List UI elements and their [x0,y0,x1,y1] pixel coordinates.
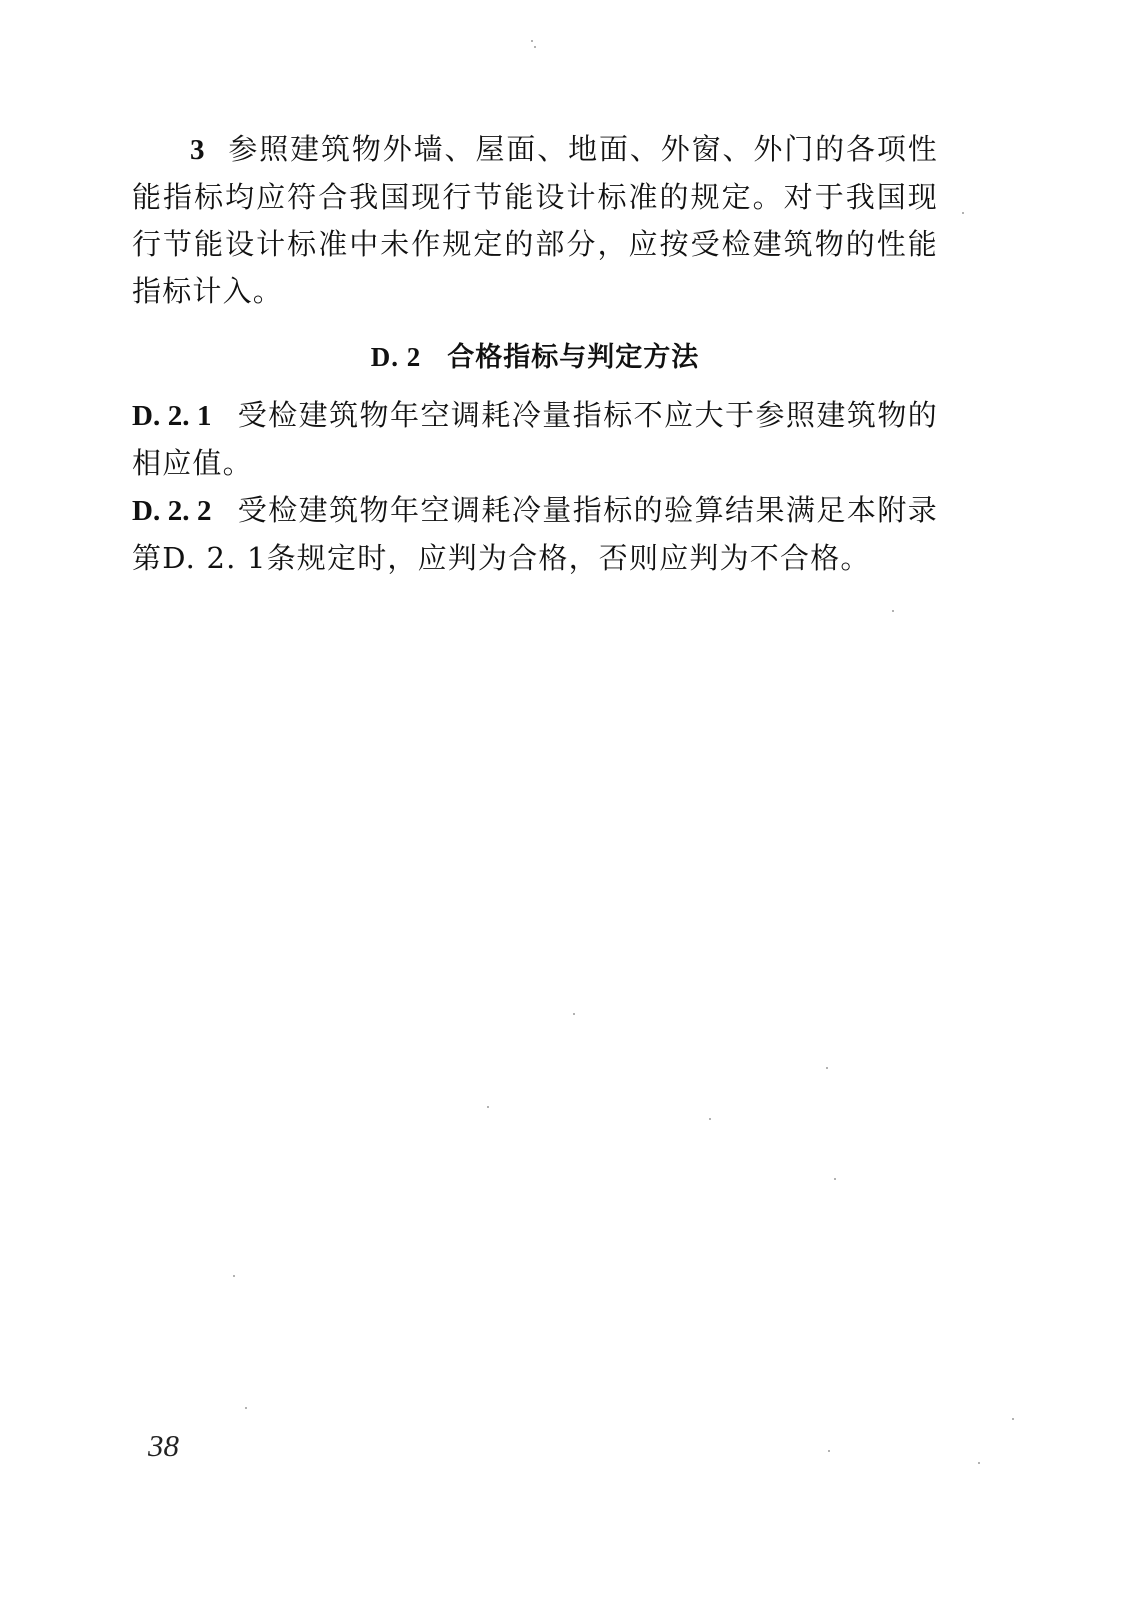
scan-speck [826,1067,828,1069]
item-number: 3 [190,134,206,166]
clause-text: 受检建筑物年空调耗冷量指标不应大于参照建筑物的相应值。 [132,398,938,480]
clause-text: 受检建筑物年空调耗冷量指标的验算结果满足本附录第D. 2. 1条规定时，应判为合格，否则应判为不合格。 [132,493,938,575]
scan-speck [978,1462,980,1464]
scan-speck [709,1118,711,1120]
scan-speck [834,1178,836,1180]
scan-speck [531,40,533,42]
clause-number: D. 2. 1 [132,400,212,432]
scan-speck [573,1013,575,1015]
item-text: 参照建筑物外墙、屋面、地面、外窗、外门的各项性能指标均应符合我国现行节能设计标准的规定。对于我国现行节能设计标准中未作规定的部分，应按受检建筑物的性能指标计入。 [132,132,938,308]
section-number: D. 2 [370,342,422,372]
scan-speck [892,610,894,612]
scan-speck [828,1450,830,1452]
page-number: 38 [148,1428,179,1463]
scan-speck [245,1407,247,1409]
page-content [132,126,938,582]
scan-speck [233,1275,235,1277]
section-heading [132,335,938,374]
scan-speck [962,212,964,214]
section-title: 合格指标与判定方法 [447,342,700,373]
scan-speck [1012,1418,1014,1420]
scan-speck [534,46,536,48]
clause-d-2-1 [132,392,938,487]
scan-speck [487,1106,489,1108]
list-item-3 [132,126,938,315]
clause-d-2-2 [132,487,938,582]
clause-number: D. 2. 2 [132,495,212,527]
